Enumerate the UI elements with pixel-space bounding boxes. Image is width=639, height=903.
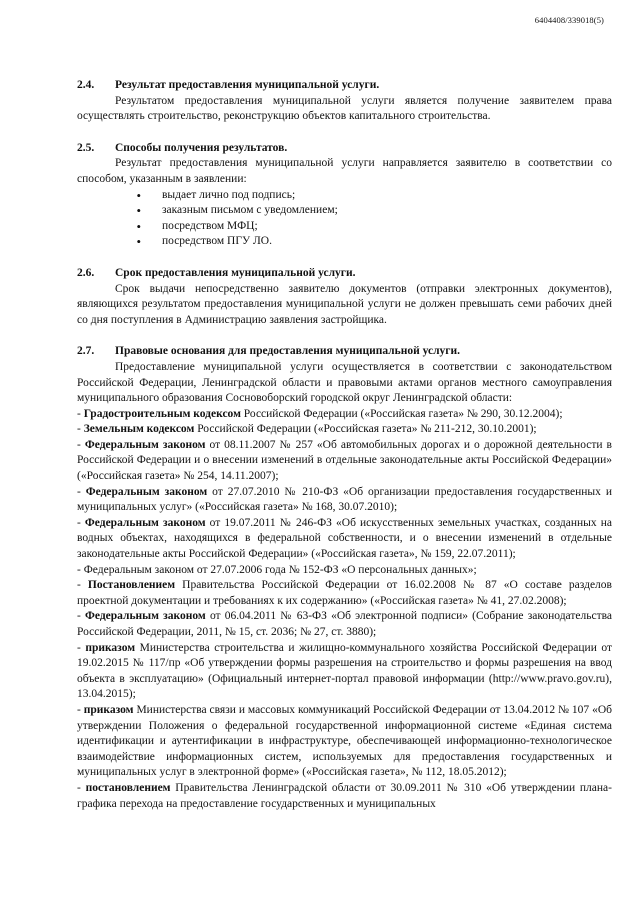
legal-basis-item [77,563,612,579]
item-dash: - [77,641,86,654]
act-details: Федеральным законом от 27.07.2006 года № 152-ФЗ «О персональных данных»; [83,563,477,576]
paragraph: Срок выдачи непосредственно заявителю документов (отправки электронных документов), являющихся результатом предоставления муниципальной услуги не должен превышать семи рабочих дней со дня поступления в Администрацию заявления застройщика. [77,282,612,326]
item-dash: - [77,579,88,592]
section-number: 2.4. [77,79,95,91]
bullet-text: посредством МФЦ; [162,219,258,232]
act-type: приказом [85,641,136,654]
act-details: Российской Федерации («Российская газета» № 290, 30.12.2004); [240,407,563,420]
item-dash: - [77,407,84,420]
paragraph: Предоставление муниципальной услуги осуществляется в соответствии с законодательством Российской Федерации, Ленинградской области и правовыми актами органов местного самоуправления муниципального образования Сосновоборский городской округ Ленинградской области: [77,360,612,405]
legal-basis-item [77,407,612,423]
legal-basis-item [77,438,612,485]
item-dash: - [77,438,85,451]
act-type: Федеральным законом [84,438,206,451]
act-details: от 27.07.2010 № 210-ФЗ «Об организации предоставления государственных и муниципальных услуг» («Российская газета» № 168, 30.07.2010); [77,485,612,514]
legal-basis-item [77,641,612,703]
bullet-text: заказным письмом с уведомлением; [162,204,338,217]
section-heading [77,78,612,94]
section-heading [77,344,612,360]
item-dash: - [77,485,86,498]
legal-basis-item [77,422,612,438]
act-details: от 08.11.2007 № 257 «Об автомобильных дорогах и о дорожной деятельности в Российской Федерации и о внесении изменений в отдельные законодательные акты Российской Федерации» («Российская газета» № 254, 14.11.2007); [77,438,612,483]
act-details: Министерства связи и массовых коммуникаций Российской Федерации от 13.04.2012 № 107 «Об утверждении Положения о федеральной государственной информационной системе «Единая система идентификации и аутентификации в инфраструктуре, обеспечивающей информационно-технологическое взаимодействие информационных систем, используемых для предоставления государственных и муниципальных услуг в электронной форме» («Российская газета», № 112, 18.05.2012); [77,703,612,779]
act-type: Земельным кодексом [83,423,195,436]
legal-basis-item [77,781,612,812]
legal-basis-item [77,703,612,781]
document-number: 6404408/339018(5) [534,15,604,25]
section-title: Срок предоставления муниципальной услуги. [115,266,356,279]
item-dash: - [77,703,84,716]
bullet-text: выдает лично под подпись; [162,188,296,201]
act-details: Правительства Российской Федерации от 16.02.2008 № 87 «О составе разделов проектной документации и требованиях к их содержанию» («Российская газета» № 41, 27.02.2008); [77,579,612,607]
section-number: 2.6. [77,266,95,279]
act-type: приказом [83,703,134,716]
act-details: от 19.07.2011 № 246-ФЗ «Об искусственных земельных участках, созданных на водных объектах, находящихся в федеральной собственности, и о внесении изменений в отдельные законодательные акты Российской Федерации» («Российская газета», № 159, 22.07.2011); [77,516,612,561]
item-dash: - [77,563,84,576]
act-type: Постановлением [87,579,176,592]
legal-basis-item [77,516,612,563]
act-details: Правительства Ленинградской области от 30.09.2011 № 310 «Об утверждении плана-графика перехода на предоставление государственных и муниципальных [77,781,612,810]
section-2-4 [77,78,612,125]
section-number: 2.7. [77,345,95,358]
paragraph: Результат предоставления муниципальной услуги направляется заявителю в соответствии со способом, указанным в заявлении: [77,157,612,185]
paragraph: Результатом предоставления муниципальной услуги является получение заявителем права осуществлять строительство, реконструкцию объектов капитального строительства. [77,94,612,123]
list-item [77,234,612,250]
act-details: от 06.04.2011 № 63-ФЗ «Об электронной подписи» (Собрание законодательства Российской Федерации, 2011, № 15, ст. 2036; № 27, ст. 3880); [77,610,612,638]
section-title: Результат предоставления муниципальной услуги. [115,79,380,91]
act-details: Министерства строительства и жилищно-коммунального хозяйства Российской Федерации от 19.02.2015 № 117/пр «Об утверждении формы разрешения на строительство и формы разрешения на ввод объекта в эксплуатацию» (Официальный интернет-портал правовой информации (http://www.pravo.gov.ru), 13.04.2015); [77,641,612,701]
item-dash: - [77,610,86,623]
act-details: Российской Федерации («Российская газета» № 211-212, 30.10.2001); [194,423,537,436]
act-type: постановлением [85,781,171,794]
section-heading [77,266,612,282]
bullet-icon: • [136,218,141,234]
legal-basis-item [77,609,612,640]
section-2-7 [77,344,612,812]
bullet-icon: • [136,234,141,250]
section-heading [77,141,612,157]
act-type: Градостроительным кодексом [83,407,241,420]
section-title: Способы получения результатов. [115,141,288,154]
bullet-text: посредством ПГУ ЛО. [162,235,272,248]
section-2-6 [77,266,612,328]
bullet-list [77,188,612,250]
legal-basis-item [77,485,612,516]
document-body [77,78,612,828]
list-item [77,203,612,219]
legal-basis-item [77,578,612,609]
section-title: Правовые основания для предоставления муниципальной услуги. [115,345,461,358]
act-type: Федеральным законом [85,485,208,498]
list-item [77,188,612,204]
item-dash: - [77,516,85,529]
bullet-icon: • [136,203,141,219]
bullet-icon: • [136,187,141,203]
section-2-5 [77,141,612,250]
item-dash: - [77,423,84,436]
item-dash: - [77,781,86,794]
act-type: Федеральным законом [84,516,206,529]
section-number: 2.5. [77,141,95,154]
list-item [77,219,612,235]
act-type: Федеральным законом [85,610,206,623]
